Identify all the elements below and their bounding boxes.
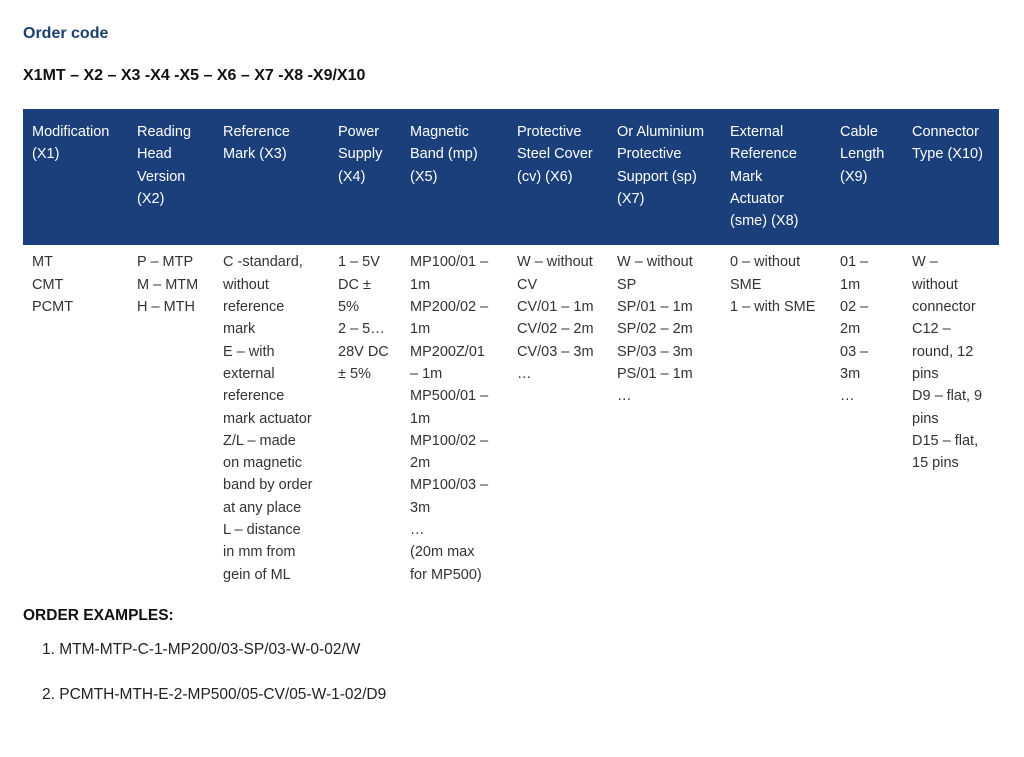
table-cell-line: M – MTM xyxy=(137,276,199,293)
order-example-code: MTM-MTP-C-1-MP200/03-SP/03-W-0-02/W xyxy=(59,641,361,658)
table-cell-line: 2m xyxy=(840,321,861,338)
table-cell-line: external xyxy=(223,365,275,382)
table-cell-line: CV xyxy=(517,276,538,293)
table-cell xyxy=(214,245,329,591)
column-header-line: Mark (X3) xyxy=(223,146,287,163)
column-header-line: Protective xyxy=(617,146,682,163)
table-cell-line: CV/02 – 2m xyxy=(517,321,594,338)
table-cell-line: MP100/02 – xyxy=(410,432,489,449)
table-cell-line: pins xyxy=(912,410,939,427)
table-cell-line: MP100/03 – xyxy=(410,477,489,494)
table-cell-line: pins xyxy=(912,365,939,382)
table-cell-line: W – without xyxy=(617,254,693,271)
column-header xyxy=(508,109,608,245)
order-example-number: 1. xyxy=(42,641,55,658)
table-cell xyxy=(329,245,401,591)
column-header-line: Steel Cover xyxy=(517,146,593,163)
column-header xyxy=(128,109,214,245)
table-cell-line: 1m xyxy=(410,321,431,338)
table-cell xyxy=(23,245,128,591)
column-header-line: Length xyxy=(840,146,885,163)
column-header xyxy=(329,109,401,245)
table-cell-line: SP/02 – 2m xyxy=(617,321,693,338)
table-cell-line: 0 – without xyxy=(730,254,801,271)
table-cell-line: P – MTP xyxy=(137,254,194,271)
table-cell-line: 1 – 5V xyxy=(338,254,380,271)
table-cell-line: mark xyxy=(223,321,256,338)
table-cell-line: C -standard, xyxy=(223,254,303,271)
table-cell-line: ± 5% xyxy=(338,365,371,382)
column-header-line: (X2) xyxy=(137,190,165,207)
column-header-line: Reference xyxy=(223,124,290,140)
table-cell-line: SP/01 – 1m xyxy=(617,299,693,316)
table-cell xyxy=(128,245,214,591)
table-cell-line: D15 – flat, xyxy=(912,432,979,449)
table-cell-line: Z/L – made xyxy=(223,432,296,449)
order-example-item xyxy=(42,640,386,659)
table-header-row xyxy=(23,109,999,245)
column-header-line: Version xyxy=(137,168,186,185)
table-cell-line: 03 – xyxy=(840,343,869,360)
column-header-line: Modification xyxy=(32,124,110,140)
table-cell-line: … xyxy=(410,522,425,539)
table-cell-line: D9 – flat, 9 xyxy=(912,388,983,405)
table-cell-line: 02 – xyxy=(840,299,869,316)
column-header-line: Reading xyxy=(137,124,192,140)
table-cell xyxy=(831,245,903,591)
table-cell-line: MT xyxy=(32,254,53,271)
column-header-line: Cable xyxy=(840,124,878,140)
table-cell-line: 28V DC xyxy=(338,343,389,360)
table-cell-line: connector xyxy=(912,299,976,316)
table-cell-line: 1m xyxy=(840,276,861,293)
column-header-line: Or Aluminium xyxy=(617,124,705,140)
table-cell-line: mark actuator xyxy=(223,410,312,427)
column-header-line: Power xyxy=(338,124,380,140)
table-cell-line: MP200Z/01 xyxy=(410,343,485,360)
table-cell-line: round, 12 xyxy=(912,343,974,360)
table-cell-line: 01 – xyxy=(840,254,869,271)
table-cell-line: C12 – xyxy=(912,321,951,338)
column-header-line: External xyxy=(730,124,784,140)
table-cell-line: DC ± xyxy=(338,276,371,293)
table-cell-line: at any place xyxy=(223,499,302,516)
table-cell-line: … xyxy=(617,388,632,405)
table-cell-line: reference xyxy=(223,299,285,316)
table-cell-line: 2m xyxy=(410,455,431,472)
column-header-line: (X1) xyxy=(32,146,60,163)
table-cell-line: on magnetic xyxy=(223,455,302,472)
table-cell-line: CMT xyxy=(32,276,64,293)
column-header-line: Magnetic xyxy=(410,124,469,140)
table-cell-line: band by order xyxy=(223,477,313,494)
table-cell-line: gein of ML xyxy=(223,566,291,583)
table-cell-line: reference xyxy=(223,388,285,405)
table-cell-line: 3m xyxy=(840,365,861,382)
table-cell-line: … xyxy=(517,365,532,382)
column-header-line: Protective xyxy=(517,124,582,140)
section-heading: Order code xyxy=(23,25,109,42)
table-cell-line: (20m max xyxy=(410,544,475,561)
table-cell-line: MP500/01 – xyxy=(410,388,489,405)
table-cell-line: 1m xyxy=(410,410,431,427)
order-examples-list xyxy=(23,640,386,730)
column-header xyxy=(903,109,999,245)
table-cell-line: W – without xyxy=(517,254,593,271)
order-example-item xyxy=(42,685,386,704)
column-header-line: Supply xyxy=(338,146,383,163)
table-cell-line: CV/01 – 1m xyxy=(517,299,594,316)
column-header xyxy=(401,109,508,245)
table-cell-line: without xyxy=(223,276,269,293)
table-cell xyxy=(608,245,721,591)
order-examples-title: ORDER EXAMPLES: xyxy=(23,607,174,624)
column-header-line: Actuator xyxy=(730,190,784,207)
column-header-line: Band (mp) xyxy=(410,146,478,163)
table-cell-line: CV/03 – 3m xyxy=(517,343,594,360)
table-cell-line: E – with xyxy=(223,343,275,360)
table-cell-line: 2 – 5… xyxy=(338,321,385,338)
order-example-code: PCMTH-MTH-E-2-MP500/05-CV/05-W-1-02/D9 xyxy=(59,686,387,703)
table-cell-line: PCMT xyxy=(32,299,74,316)
table-cell-line: PS/01 – 1m xyxy=(617,365,693,382)
table-cell xyxy=(508,245,608,591)
table-cell-line: 15 pins xyxy=(912,455,959,472)
table-cell-line: L – distance xyxy=(223,522,301,539)
column-header-line: (cv) (X6) xyxy=(517,168,573,185)
table-cell-line: MP200/02 – xyxy=(410,299,489,316)
column-header-line: (X9) xyxy=(840,168,868,185)
table-cell-line: … xyxy=(840,388,855,405)
column-header-line: (X5) xyxy=(410,168,438,185)
column-header-line: Head xyxy=(137,146,172,163)
column-header xyxy=(721,109,831,245)
table-cell xyxy=(401,245,508,591)
column-header xyxy=(23,109,128,245)
table-cell-line: 1 – with SME xyxy=(730,299,816,316)
table-cell-line: without xyxy=(912,276,958,293)
table-cell-line: SME xyxy=(730,276,762,293)
column-header-line: (X7) xyxy=(617,190,645,207)
table-cell-line: SP xyxy=(617,276,637,293)
column-header-line: (sme) (X8) xyxy=(730,213,799,230)
table-cell-line: H – MTH xyxy=(137,299,195,316)
table-cell-line: 1m xyxy=(410,276,431,293)
order-code-table xyxy=(23,109,999,592)
column-header-line: Support (sp) xyxy=(617,168,697,185)
table-cell xyxy=(903,245,999,591)
order-code-pattern: X1MT – X2 – X3 -X4 -X5 – X6 – X7 -X8 -X9/X10 xyxy=(23,67,366,84)
table-cell-line: – 1m xyxy=(410,365,443,382)
table-cell xyxy=(721,245,831,591)
table-cell-line: W – xyxy=(912,254,938,271)
column-header-line: Mark xyxy=(730,168,763,185)
column-header-line: Reference xyxy=(730,146,797,163)
table-cell-line: 3m xyxy=(410,499,431,516)
column-header-line: Connector xyxy=(912,124,979,140)
column-header-line: (X4) xyxy=(338,168,366,185)
table-cell-line: SP/03 – 3m xyxy=(617,343,693,360)
table-cell-line: for MP500) xyxy=(410,566,482,583)
table-row xyxy=(23,245,999,591)
table-cell-line: MP100/01 – xyxy=(410,254,489,271)
column-header xyxy=(608,109,721,245)
column-header xyxy=(214,109,329,245)
table-cell-line: 5% xyxy=(338,299,359,316)
order-example-number: 2. xyxy=(42,686,55,703)
column-header-line: Type (X10) xyxy=(912,146,983,163)
table-cell-line: in mm from xyxy=(223,544,296,561)
column-header xyxy=(831,109,903,245)
